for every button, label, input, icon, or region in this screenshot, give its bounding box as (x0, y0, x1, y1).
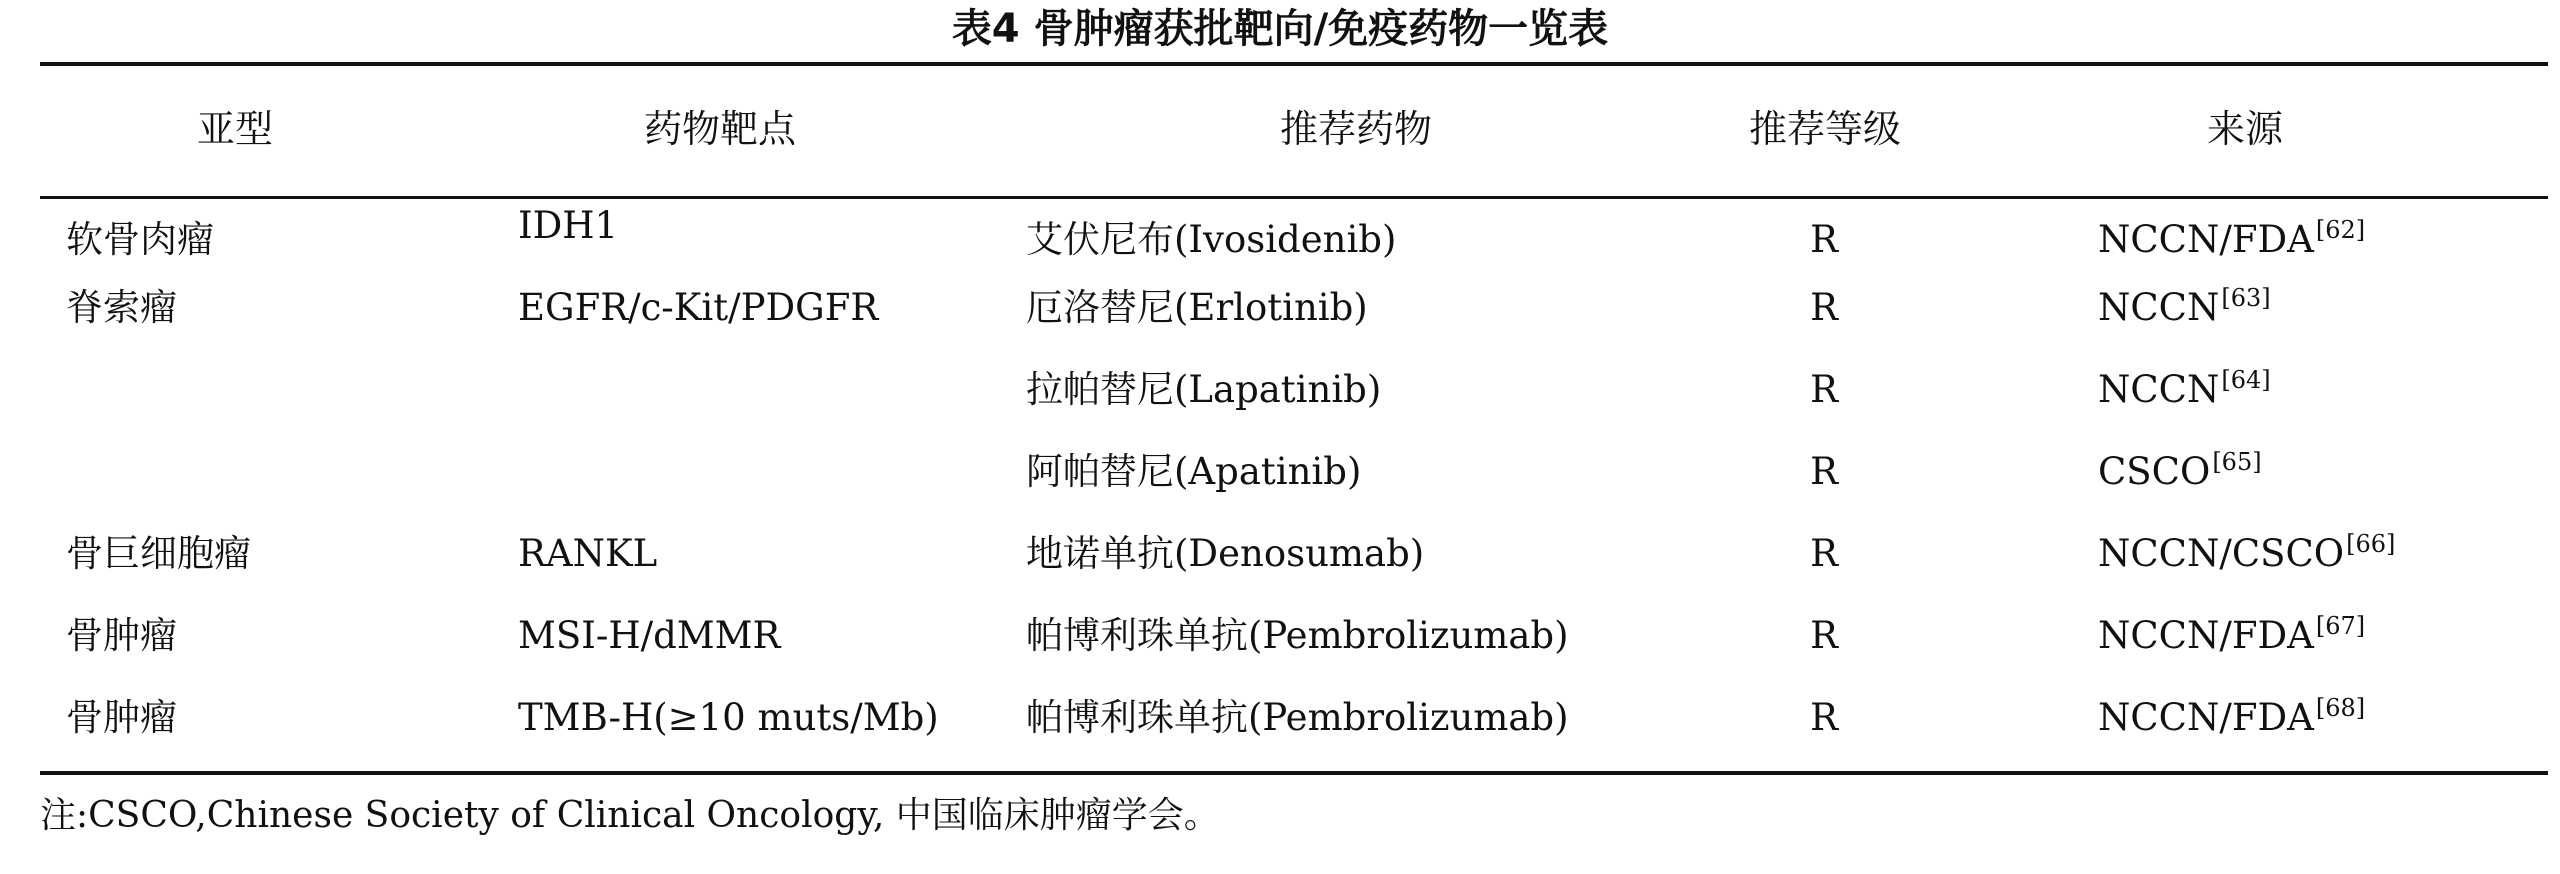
cell-source (2098, 442, 2262, 502)
cell-source (2098, 278, 2271, 338)
cell-target: IDH1 (518, 204, 619, 247)
cell-subtype: 骨肿瘤 (66, 614, 177, 657)
cell-target: MSI-H/dMMR (518, 614, 781, 657)
table-row (0, 524, 2560, 584)
cell-source (2098, 688, 2365, 748)
cell-grade: R (1810, 696, 1838, 739)
cell-drug: 帕博利珠单抗(Pembrolizumab) (1026, 614, 1569, 657)
cell-target: RANKL (518, 532, 658, 575)
cell-subtype: 骨肿瘤 (66, 696, 177, 739)
table-row (0, 442, 2560, 502)
reference: [67] (2315, 612, 2366, 640)
cell-grade: R (1810, 286, 1838, 329)
table-row (0, 278, 2560, 338)
reference: [68] (2315, 694, 2366, 722)
cell-grade: R (1810, 450, 1838, 493)
reference: [62] (2315, 216, 2366, 244)
cell-subtype: 骨巨细胞瘤 (66, 532, 251, 575)
cell-grade: R (1810, 614, 1838, 657)
header-drug: 推荐药物 (1279, 107, 1432, 151)
reference: [65] (2212, 448, 2262, 476)
header-rule (40, 196, 2548, 199)
cell-source (2098, 606, 2365, 666)
cell-drug: 地诺单抗(Denosumab) (1026, 532, 1425, 575)
cell-subtype: 脊索瘤 (66, 286, 177, 329)
header-subtype: 亚型 (196, 107, 273, 151)
source-text: NCCN (2098, 286, 2220, 329)
cell-drug: 阿帕替尼(Apatinib) (1026, 450, 1362, 493)
cell-drug: 厄洛替尼(Erlotinib) (1026, 286, 1368, 329)
source-text: NCCN/FDA (2098, 696, 2314, 739)
header-grade: 推荐等级 (1748, 107, 1901, 151)
cell-source (2098, 360, 2271, 420)
cell-target: EGFR/c-Kit/PDGFR (518, 286, 879, 329)
cell-target: TMB-H(≥10 muts/Mb) (518, 696, 939, 739)
header-source: 来源 (2206, 107, 2283, 151)
source-text: NCCN/FDA (2098, 218, 2314, 261)
cell-grade: R (1810, 532, 1838, 575)
cell-drug: 帕博利珠单抗(Pembrolizumab) (1026, 696, 1569, 739)
source-text: NCCN/CSCO (2098, 532, 2345, 575)
reference: [66] (2346, 530, 2396, 558)
cell-grade: R (1810, 218, 1838, 261)
cell-drug: 拉帕替尼(Lapatinib) (1026, 368, 1382, 411)
table-row (0, 360, 2560, 420)
bottom-rule (40, 771, 2548, 775)
cell-subtype: 软骨肉瘤 (66, 218, 214, 261)
top-rule (40, 62, 2548, 66)
header-target: 药物靶点 (643, 107, 796, 151)
reference: [63] (2221, 284, 2271, 312)
reference: [64] (2221, 366, 2271, 394)
source-text: NCCN/FDA (2098, 614, 2314, 657)
source-text: CSCO (2098, 450, 2211, 493)
table-title: 表4 骨肿瘤获批靶向/免疫药物一览表 (951, 6, 1609, 52)
table-row (0, 204, 2560, 270)
table-row (0, 688, 2560, 748)
table-note: 注:CSCO,Chinese Society of Clinical Oncology, 中国临床肿瘤学会。 (40, 795, 1220, 836)
cell-drug: 艾伏尼布(Ivosidenib) (1026, 218, 1397, 261)
cell-source (2098, 524, 2395, 584)
cell-source (2098, 210, 2365, 270)
table-row (0, 606, 2560, 666)
source-text: NCCN (2098, 368, 2220, 411)
cell-grade: R (1810, 368, 1838, 411)
